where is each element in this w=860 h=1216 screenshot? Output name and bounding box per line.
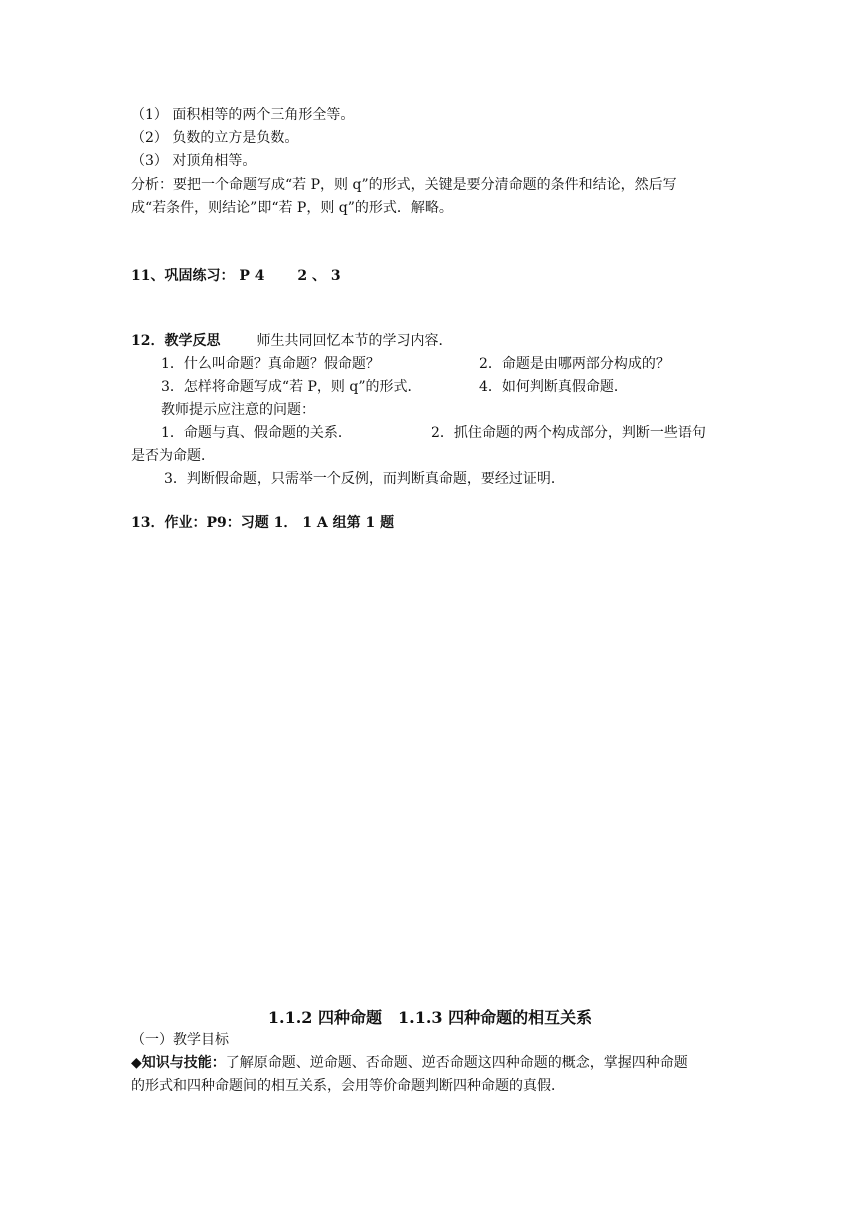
example-item-2: （2） 负数的立方是负数。 bbox=[131, 130, 299, 146]
review-question-3: 3．怎样将命题写成“若 P，则 q”的形式． bbox=[161, 379, 422, 395]
analysis-line-1: 分析：要把一个命题写成“若 P，则 q”的形式，关键是要分清命题的条件和结论，然后写 bbox=[131, 177, 677, 193]
teacher-prompt: 教师提示应注意的问题： bbox=[161, 402, 315, 418]
note-3: 3．判断假命题，只需举一个反例，而判断真命题，要经过证明． bbox=[164, 471, 565, 487]
reflection-heading: 12．教学反思 bbox=[131, 333, 221, 349]
reflection-heading-line bbox=[131, 331, 452, 351]
note-1: 1．命题与真、假命题的关系． bbox=[161, 425, 352, 441]
example-item-3: （3） 对顶角相等。 bbox=[131, 153, 257, 169]
knowledge-skills-label: ◆知识与技能： bbox=[131, 1055, 226, 1071]
note-2: 2．抓住命题的两个构成部分，判断一些语句 bbox=[431, 425, 706, 441]
teaching-goals-subheading: （一）教学目标 bbox=[131, 1032, 229, 1048]
homework-heading: 13．作业：P9：习题 1． 1 A 组第 1 题 bbox=[131, 515, 395, 531]
knowledge-skills-line-1 bbox=[131, 1053, 688, 1073]
knowledge-skills-text: 了解原命题、逆命题、否命题、逆否命题这四种命题的概念，掌握四种命题 bbox=[225, 1055, 688, 1071]
review-question-2: 2．命题是由哪两部分构成的？ bbox=[479, 356, 670, 372]
knowledge-skills-line-2: 的形式和四种命题间的相互关系，会用等价命题判断四种命题的真假． bbox=[131, 1078, 565, 1094]
example-item-1: （1） 面积相等的两个三角形全等。 bbox=[131, 107, 355, 123]
review-question-4: 4．如何判断真假命题． bbox=[479, 379, 628, 395]
note-2-continued: 是否为命题． bbox=[131, 448, 215, 464]
review-question-1: 1．什么叫命题？真命题？假命题？ bbox=[161, 356, 380, 372]
section-title: 1.1.2 四种命题 1.1.3 四种命题的相互关系 bbox=[267, 1008, 593, 1027]
analysis-line-2: 成“若条件，则结论”即“若 P，则 q”的形式．解略。 bbox=[131, 200, 453, 216]
practice-heading: 11、巩固练习： P 4 2 、 3 bbox=[131, 268, 341, 284]
reflection-intro: 师生共同回忆本节的学习内容． bbox=[256, 333, 453, 349]
